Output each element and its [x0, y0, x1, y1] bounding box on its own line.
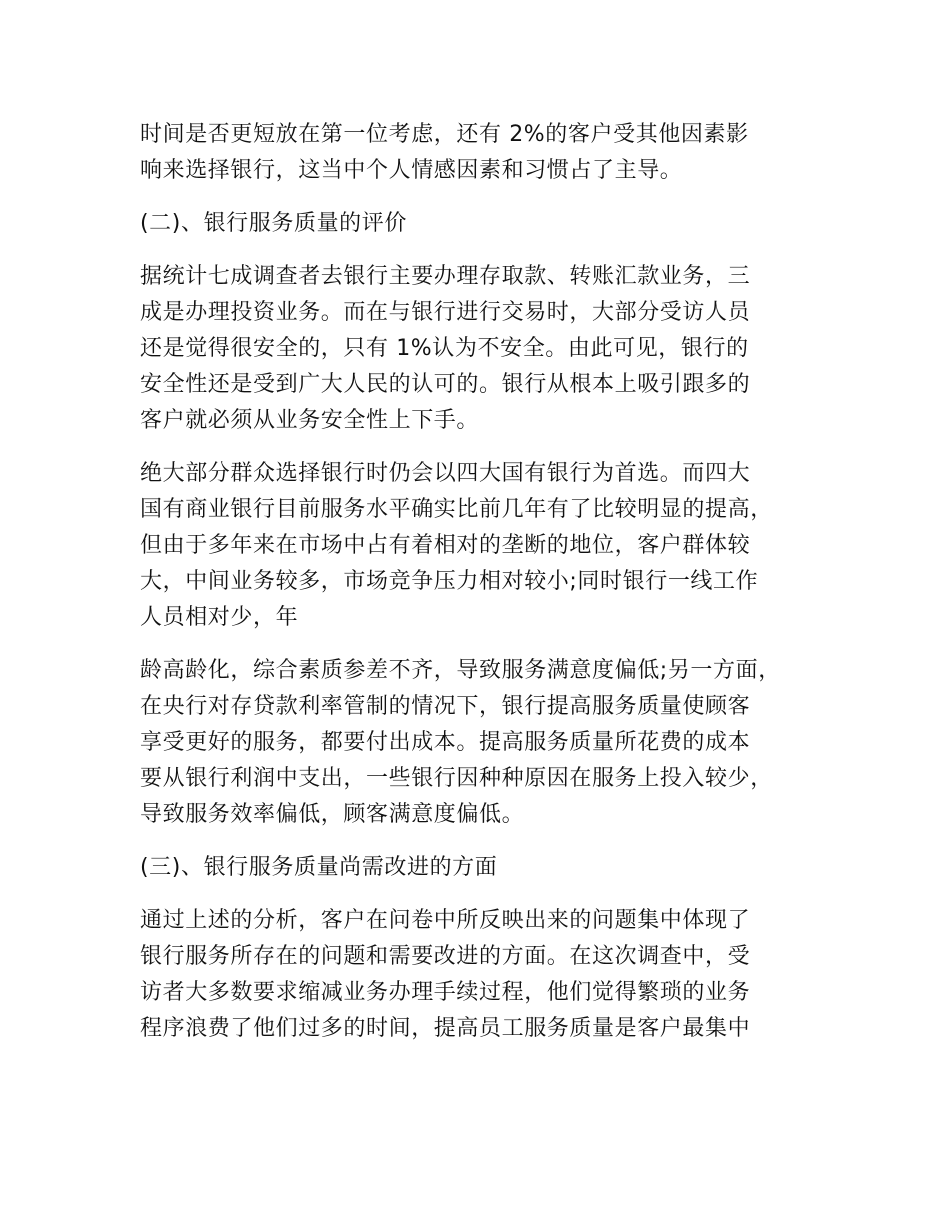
text-line: 还是觉得很安全的，只有 1%认为不安全。由此可见，银行的	[140, 336, 749, 361]
text-line: 要从银行利润中支出，一些银行因种种原因在服务上投入较少，	[140, 766, 773, 791]
text-line: 通过上述的分析，客户在问卷中所反映出来的问题集中体现了	[140, 908, 751, 933]
text-line: 绝大部分群众选择银行时仍会以四大国有银行为首选。而四大	[140, 461, 751, 486]
section-heading	[140, 850, 840, 886]
text-line: 人员相对少，年	[140, 605, 299, 630]
text-line: (三)、银行服务质量尚需改进的方面	[140, 855, 498, 880]
text-line: 访者大多数要求缩减业务办理手续过程，他们觉得繁琐的业务	[140, 980, 751, 1005]
paragraph	[140, 117, 840, 189]
text-line: 时间是否更短放在第一位考虑，还有 2%的客户受其他因素影	[140, 122, 749, 147]
text-line: 龄高龄化，综合素质参差不齐，导致服务满意度偏低;另一方面，	[140, 658, 781, 683]
paragraph	[140, 259, 840, 439]
text-line: 大，中间业务较多，市场竞争压力相对较小;同时银行一线工作	[140, 569, 759, 594]
text-line: 成是办理投资业务。而在与银行进行交易时，大部分受访人员	[140, 300, 751, 325]
text-line: 在央行对存贷款利率管制的情况下，银行提高服务质量使顾客	[140, 694, 751, 719]
text-line: 据统计七成调查者去银行主要办理存取款、转账汇款业务，三	[140, 264, 751, 289]
text-line: 客户就必须从业务安全性上下手。	[140, 408, 480, 433]
text-line: 程序浪费了他们过多的时间，提高员工服务质量是客户最集中	[140, 1016, 751, 1041]
paragraph	[140, 653, 840, 833]
section-heading	[140, 206, 840, 242]
text-line: 安全性还是受到广大人民的认可的。银行从根本上吸引跟多的	[140, 372, 751, 397]
document-body	[140, 117, 840, 1064]
text-line: (二)、银行服务质量的评价	[140, 211, 407, 236]
paragraph	[140, 456, 840, 636]
text-line: 享受更好的服务，都要付出成本。提高服务质量所花费的成本	[140, 730, 751, 755]
text-line: 导致服务效率偏低，顾客满意度偏低。	[140, 802, 525, 827]
paragraph	[140, 903, 840, 1047]
text-line: 响来选择银行，这当中个人情感因素和习惯占了主导。	[140, 158, 683, 183]
text-line: 但由于多年来在市场中占有着相对的垄断的地位，客户群体较	[140, 533, 751, 558]
text-line: 银行服务所存在的问题和需要改进的方面。在这次调查中，受	[140, 944, 751, 969]
text-line: 国有商业银行目前服务水平确实比前几年有了比较明显的提高，	[140, 497, 773, 522]
